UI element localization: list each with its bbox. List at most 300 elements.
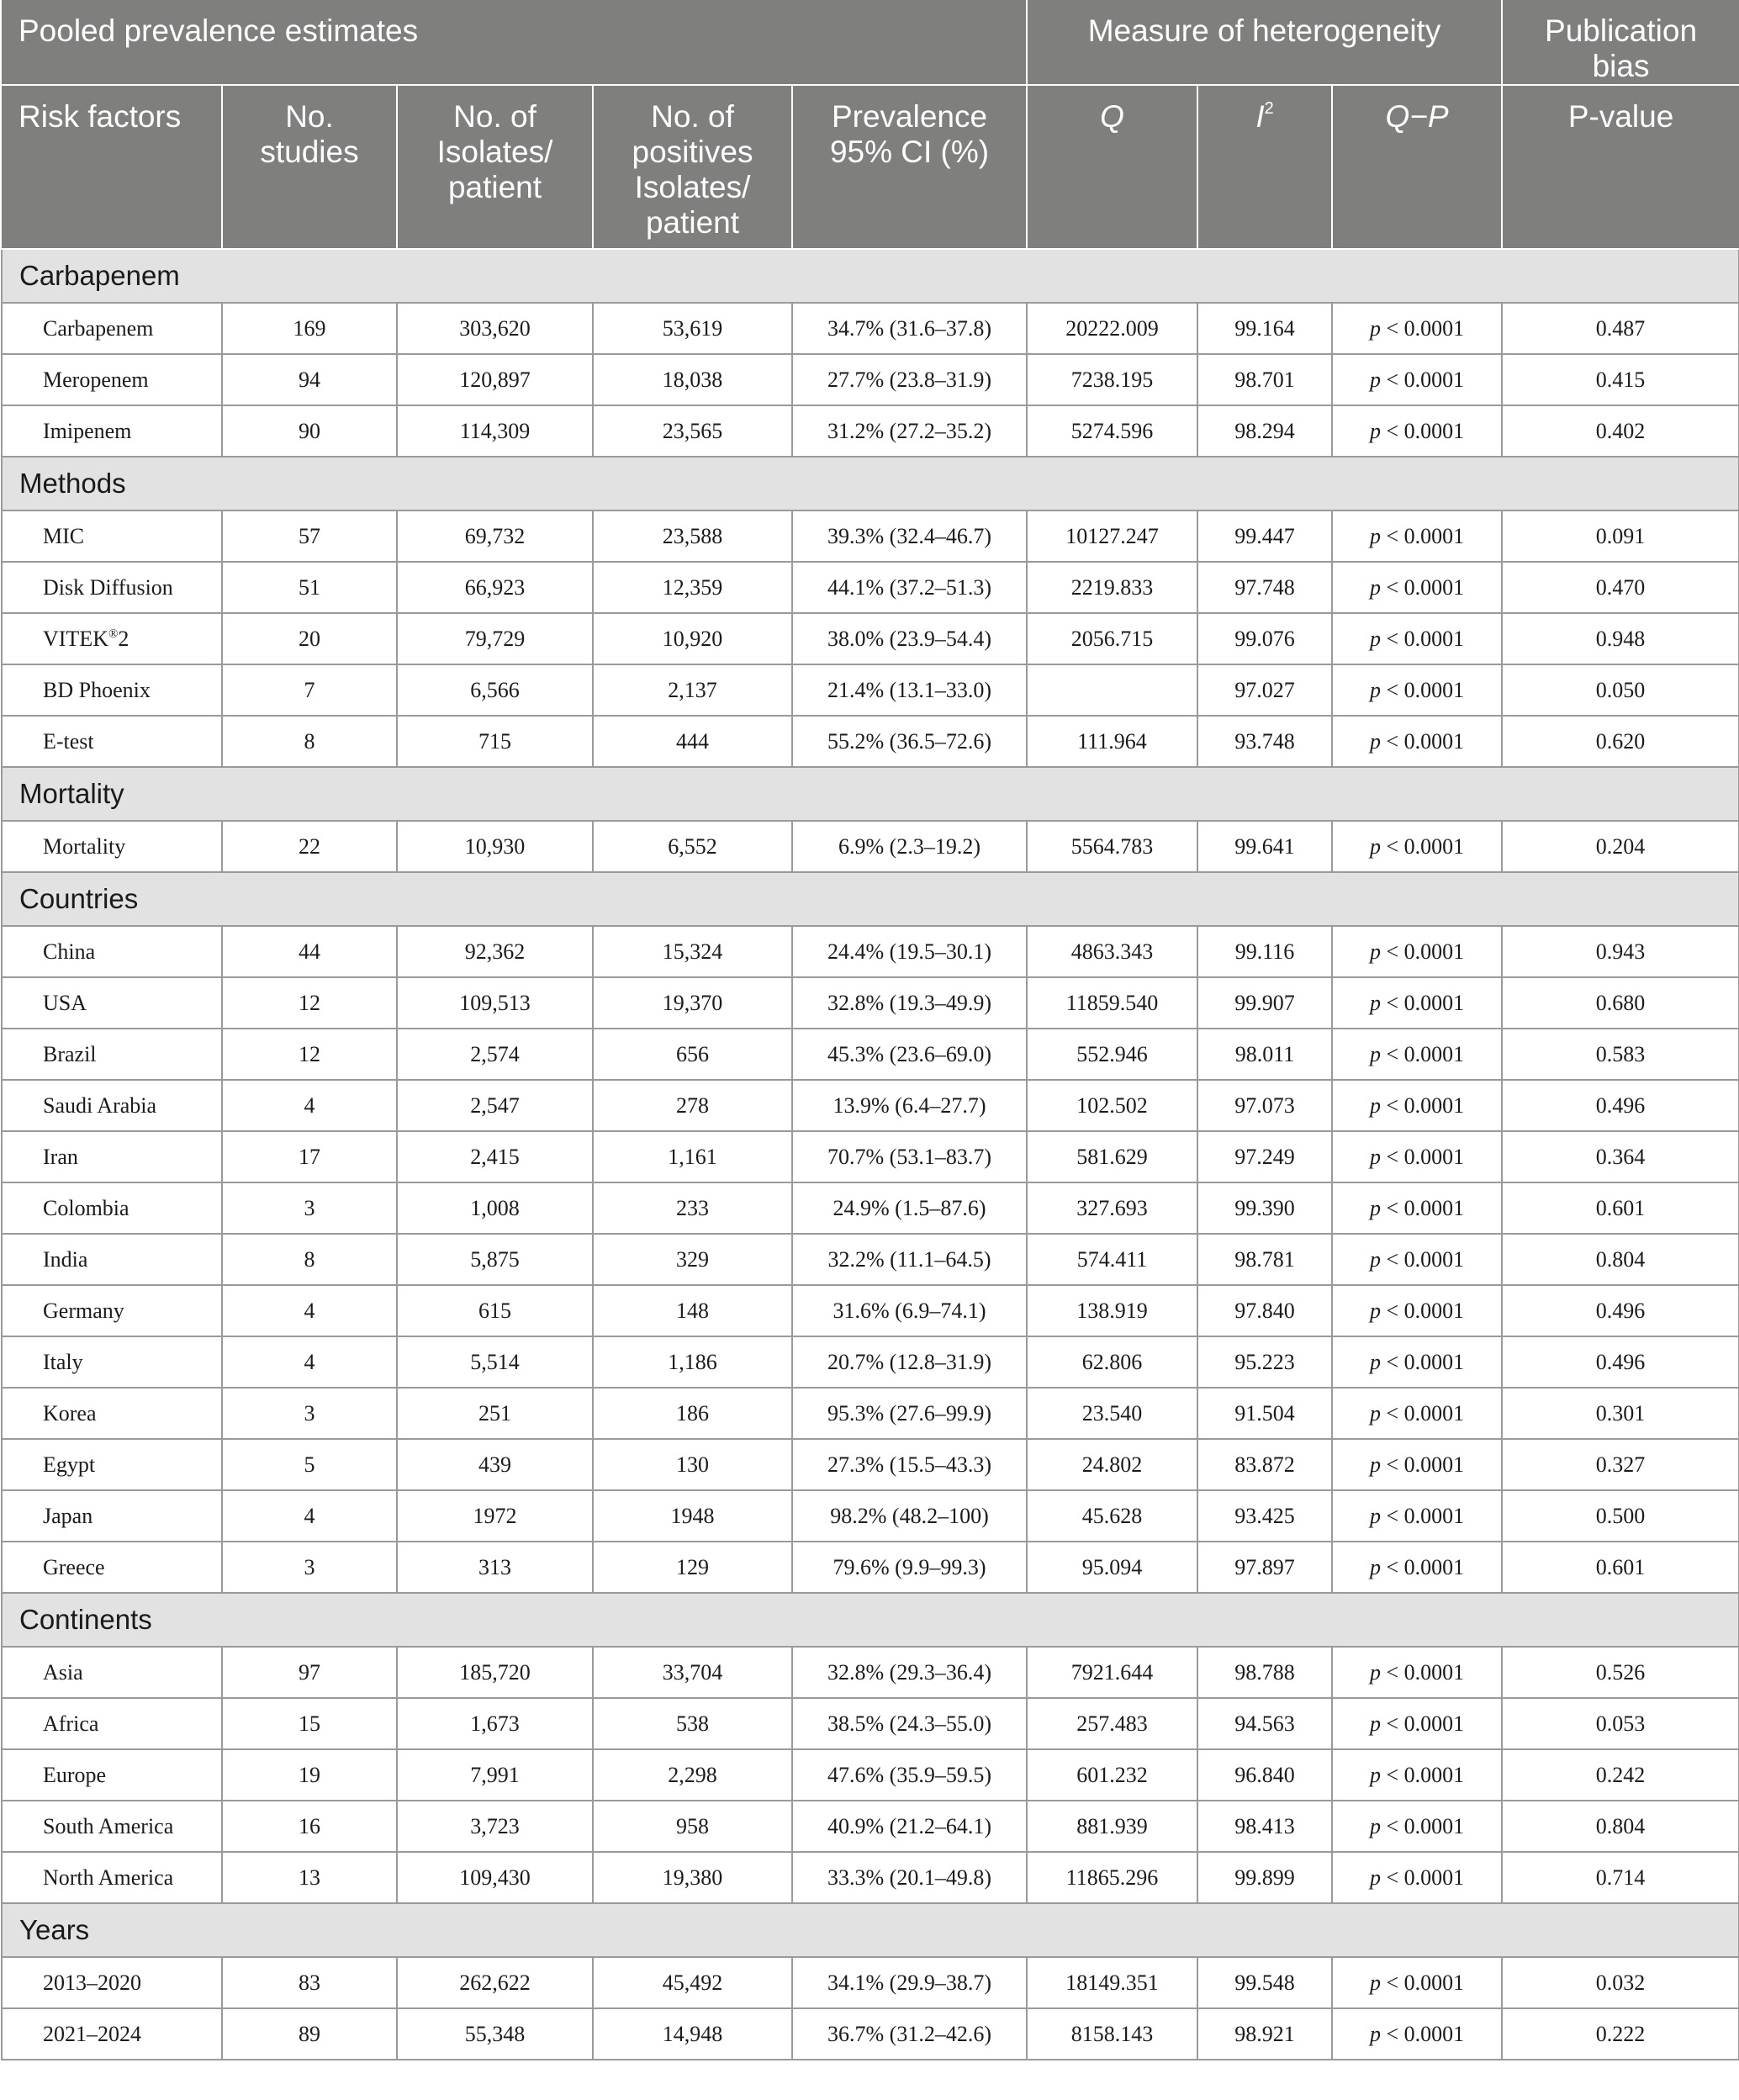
cell-q: 24.802 bbox=[1027, 1439, 1197, 1490]
cell-risk-factor bbox=[2, 1852, 222, 1903]
cell-prevalence: 20.7% (12.8–31.9) bbox=[792, 1336, 1027, 1388]
cell-no-positives: 2,298 bbox=[593, 1749, 792, 1801]
header-p-value: P-value bbox=[1502, 85, 1739, 249]
cell-i2: 99.907 bbox=[1197, 977, 1332, 1029]
cell-no-positives: 538 bbox=[593, 1698, 792, 1749]
cell-no-positives: 19,370 bbox=[593, 977, 792, 1029]
table-row bbox=[2, 1852, 1739, 1903]
cell-risk-factor bbox=[2, 1439, 222, 1490]
risk-factor-name: Egypt bbox=[43, 1452, 96, 1477]
header-no-positives: No. of positives Isolates/ patient bbox=[593, 85, 792, 249]
q-p-italic-p: p bbox=[1369, 367, 1381, 392]
table-row bbox=[2, 1336, 1739, 1388]
cell-risk-factor bbox=[2, 1388, 222, 1439]
risk-factor-name: VITEK bbox=[43, 626, 108, 651]
cell-i2: 95.223 bbox=[1197, 1336, 1332, 1388]
q-p-value: < 0.0001 bbox=[1380, 728, 1465, 754]
section-title: Years bbox=[2, 1903, 1739, 1957]
section-row bbox=[2, 767, 1739, 821]
cell-prevalence: 70.7% (53.1–83.7) bbox=[792, 1131, 1027, 1182]
section-title: Mortality bbox=[2, 767, 1739, 821]
cell-q-p bbox=[1332, 926, 1502, 977]
cell-p-value: 0.204 bbox=[1502, 821, 1739, 872]
cell-no-studies: 12 bbox=[222, 977, 397, 1029]
cell-q: 4863.343 bbox=[1027, 926, 1197, 977]
cell-prevalence: 13.9% (6.4–27.7) bbox=[792, 1080, 1027, 1131]
cell-no-positives: 1,186 bbox=[593, 1336, 792, 1388]
table-row bbox=[2, 1698, 1739, 1749]
risk-factor-name: USA bbox=[43, 990, 87, 1015]
q-p-value: < 0.0001 bbox=[1380, 1659, 1465, 1685]
risk-factor-name: Brazil bbox=[43, 1041, 97, 1066]
section-title: Continents bbox=[2, 1593, 1739, 1647]
cell-no-isolates: 439 bbox=[397, 1439, 593, 1490]
cell-no-studies: 16 bbox=[222, 1801, 397, 1852]
risk-factor-name: Imipenem bbox=[43, 418, 132, 443]
cell-risk-factor bbox=[2, 303, 222, 354]
q-p-value: < 0.0001 bbox=[1380, 1400, 1465, 1426]
table-row bbox=[2, 1542, 1739, 1593]
table-row bbox=[2, 977, 1739, 1029]
cell-no-isolates: 7,991 bbox=[397, 1749, 593, 1801]
q-p-italic-p: p bbox=[1369, 939, 1381, 964]
header-no-studies: No. studies bbox=[222, 85, 397, 249]
cell-no-isolates: 715 bbox=[397, 716, 593, 767]
cell-risk-factor bbox=[2, 1957, 222, 2008]
registered-mark: ® bbox=[108, 627, 119, 641]
cell-no-positives: 129 bbox=[593, 1542, 792, 1593]
risk-factor-name: Iran bbox=[43, 1144, 78, 1169]
cell-risk-factor bbox=[2, 926, 222, 977]
cell-q-p bbox=[1332, 977, 1502, 1029]
cell-q: 574.411 bbox=[1027, 1234, 1197, 1285]
cell-q-p bbox=[1332, 664, 1502, 716]
cell-no-studies: 19 bbox=[222, 1749, 397, 1801]
table-row bbox=[2, 1029, 1739, 1080]
table-row bbox=[2, 1801, 1739, 1852]
cell-no-positives: 329 bbox=[593, 1234, 792, 1285]
risk-factor-name: MIC bbox=[43, 523, 85, 548]
q-p-italic-p: p bbox=[1369, 1452, 1381, 1477]
cell-q-p bbox=[1332, 1029, 1502, 1080]
cell-no-studies: 51 bbox=[222, 562, 397, 613]
cell-no-isolates: 69,732 bbox=[397, 510, 593, 562]
q-p-italic-p: p bbox=[1369, 315, 1381, 341]
cell-no-positives: 1948 bbox=[593, 1490, 792, 1542]
cell-q: 8158.143 bbox=[1027, 2008, 1197, 2060]
cell-risk-factor bbox=[2, 1080, 222, 1131]
q-p-italic-p: p bbox=[1369, 574, 1381, 600]
cell-p-value: 0.601 bbox=[1502, 1182, 1739, 1234]
cell-no-studies: 169 bbox=[222, 303, 397, 354]
cell-no-positives: 130 bbox=[593, 1439, 792, 1490]
header-no-isolates: No. of Isolates/ patient bbox=[397, 85, 593, 249]
q-p-italic-p: p bbox=[1369, 1144, 1381, 1169]
cell-p-value: 0.327 bbox=[1502, 1439, 1739, 1490]
risk-factor-name: Germany bbox=[43, 1298, 124, 1323]
cell-q: 327.693 bbox=[1027, 1182, 1197, 1234]
cell-q: 95.094 bbox=[1027, 1542, 1197, 1593]
cell-q-p bbox=[1332, 1801, 1502, 1852]
cell-prevalence: 47.6% (35.9–59.5) bbox=[792, 1749, 1027, 1801]
table-row bbox=[2, 2008, 1739, 2060]
table-row bbox=[2, 562, 1739, 613]
cell-prevalence: 31.2% (27.2–35.2) bbox=[792, 405, 1027, 457]
cell-no-positives: 14,948 bbox=[593, 2008, 792, 2060]
cell-q-p bbox=[1332, 1336, 1502, 1388]
cell-q-p bbox=[1332, 1698, 1502, 1749]
section-row bbox=[2, 872, 1739, 926]
cell-q: 11865.296 bbox=[1027, 1852, 1197, 1903]
cell-risk-factor bbox=[2, 405, 222, 457]
cell-no-studies: 3 bbox=[222, 1388, 397, 1439]
table-row bbox=[2, 1285, 1739, 1336]
cell-q: 7238.195 bbox=[1027, 354, 1197, 405]
table-row bbox=[2, 664, 1739, 716]
cell-p-value: 0.943 bbox=[1502, 926, 1739, 977]
cell-risk-factor bbox=[2, 1234, 222, 1285]
cell-no-positives: 2,137 bbox=[593, 664, 792, 716]
cell-no-positives: 12,359 bbox=[593, 562, 792, 613]
cell-no-isolates: 10,930 bbox=[397, 821, 593, 872]
cell-no-positives: 1,161 bbox=[593, 1131, 792, 1182]
cell-prevalence: 36.7% (31.2–42.6) bbox=[792, 2008, 1027, 2060]
table-row bbox=[2, 1749, 1739, 1801]
risk-factor-name: Asia bbox=[43, 1659, 83, 1685]
cell-no-isolates: 251 bbox=[397, 1388, 593, 1439]
cell-q: 581.629 bbox=[1027, 1131, 1197, 1182]
cell-q: 45.628 bbox=[1027, 1490, 1197, 1542]
cell-prevalence: 44.1% (37.2–51.3) bbox=[792, 562, 1027, 613]
cell-i2: 97.249 bbox=[1197, 1131, 1332, 1182]
cell-no-positives: 233 bbox=[593, 1182, 792, 1234]
cell-p-value: 0.680 bbox=[1502, 977, 1739, 1029]
q-p-value: < 0.0001 bbox=[1380, 1503, 1465, 1528]
q-p-italic-p: p bbox=[1369, 833, 1381, 859]
cell-prevalence: 39.3% (32.4–46.7) bbox=[792, 510, 1027, 562]
cell-prevalence: 34.7% (31.6–37.8) bbox=[792, 303, 1027, 354]
cell-no-positives: 18,038 bbox=[593, 354, 792, 405]
q-p-italic-p: p bbox=[1369, 1970, 1381, 1995]
q-p-value: < 0.0001 bbox=[1380, 626, 1465, 651]
cell-no-studies: 4 bbox=[222, 1080, 397, 1131]
risk-factor-name: Colombia bbox=[43, 1195, 130, 1220]
cell-no-isolates: 2,415 bbox=[397, 1131, 593, 1182]
cell-no-isolates: 303,620 bbox=[397, 303, 593, 354]
risk-factor-name: Mortality bbox=[43, 833, 126, 859]
cell-i2: 99.116 bbox=[1197, 926, 1332, 977]
cell-i2: 98.701 bbox=[1197, 354, 1332, 405]
cell-no-isolates: 109,430 bbox=[397, 1852, 593, 1903]
q-p-italic-p: p bbox=[1369, 1400, 1381, 1426]
q-p-value: < 0.0001 bbox=[1380, 1092, 1465, 1118]
cell-risk-factor bbox=[2, 613, 222, 664]
q-p-italic-p: p bbox=[1369, 1711, 1381, 1736]
section-title: Carbapenem bbox=[2, 249, 1739, 303]
q-p-value: < 0.0001 bbox=[1380, 1298, 1465, 1323]
cell-risk-factor bbox=[2, 562, 222, 613]
cell-no-studies: 94 bbox=[222, 354, 397, 405]
cell-no-isolates: 92,362 bbox=[397, 926, 593, 977]
cell-p-value: 0.487 bbox=[1502, 303, 1739, 354]
cell-q: 62.806 bbox=[1027, 1336, 1197, 1388]
cell-no-isolates: 185,720 bbox=[397, 1647, 593, 1698]
cell-prevalence: 6.9% (2.3–19.2) bbox=[792, 821, 1027, 872]
cell-no-positives: 444 bbox=[593, 716, 792, 767]
q-p-italic-p: p bbox=[1369, 1503, 1381, 1528]
q-p-italic-p: p bbox=[1369, 523, 1381, 548]
risk-factor-name: Disk Diffusion bbox=[43, 574, 173, 600]
cell-prevalence: 32.8% (19.3–49.9) bbox=[792, 977, 1027, 1029]
cell-prevalence: 45.3% (23.6–69.0) bbox=[792, 1029, 1027, 1080]
cell-risk-factor bbox=[2, 1749, 222, 1801]
cell-prevalence: 27.3% (15.5–43.3) bbox=[792, 1439, 1027, 1490]
cell-q: 18149.351 bbox=[1027, 1957, 1197, 2008]
cell-q-p bbox=[1332, 510, 1502, 562]
cell-no-studies: 12 bbox=[222, 1029, 397, 1080]
table-row bbox=[2, 1182, 1739, 1234]
cell-no-studies: 3 bbox=[222, 1542, 397, 1593]
cell-risk-factor bbox=[2, 1029, 222, 1080]
cell-i2: 98.781 bbox=[1197, 1234, 1332, 1285]
cell-no-studies: 7 bbox=[222, 664, 397, 716]
cell-no-isolates: 5,514 bbox=[397, 1336, 593, 1388]
table-row bbox=[2, 510, 1739, 562]
cell-no-studies: 83 bbox=[222, 1957, 397, 2008]
cell-no-studies: 8 bbox=[222, 716, 397, 767]
q-p-value: < 0.0001 bbox=[1380, 367, 1465, 392]
cell-q: 601.232 bbox=[1027, 1749, 1197, 1801]
cell-no-studies: 8 bbox=[222, 1234, 397, 1285]
q-p-italic-p: p bbox=[1369, 1092, 1381, 1118]
cell-q-p bbox=[1332, 354, 1502, 405]
cell-q-p bbox=[1332, 1285, 1502, 1336]
cell-q-p bbox=[1332, 1542, 1502, 1593]
cell-p-value: 0.948 bbox=[1502, 613, 1739, 664]
q-p-italic-p: p bbox=[1369, 1041, 1381, 1066]
header-prevalence: Prevalence 95% CI (%) bbox=[792, 85, 1027, 249]
risk-factor-name: Europe bbox=[43, 1762, 107, 1787]
cell-risk-factor bbox=[2, 1131, 222, 1182]
section-row bbox=[2, 249, 1739, 303]
header-pooled-estimates: Pooled prevalence estimates bbox=[2, 0, 1027, 85]
header-risk-factors: Risk factors bbox=[2, 85, 222, 249]
section-row bbox=[2, 1593, 1739, 1647]
cell-q-p bbox=[1332, 613, 1502, 664]
cell-no-studies: 4 bbox=[222, 1285, 397, 1336]
cell-p-value: 0.526 bbox=[1502, 1647, 1739, 1698]
cell-p-value: 0.804 bbox=[1502, 1801, 1739, 1852]
cell-prevalence: 24.9% (1.5–87.6) bbox=[792, 1182, 1027, 1234]
cell-risk-factor bbox=[2, 1285, 222, 1336]
cell-no-positives: 148 bbox=[593, 1285, 792, 1336]
cell-q: 881.939 bbox=[1027, 1801, 1197, 1852]
cell-no-isolates: 262,622 bbox=[397, 1957, 593, 2008]
table-row bbox=[2, 1234, 1739, 1285]
cell-p-value: 0.601 bbox=[1502, 1542, 1739, 1593]
cell-p-value: 0.364 bbox=[1502, 1131, 1739, 1182]
header-q: Q bbox=[1027, 85, 1197, 249]
cell-no-studies: 13 bbox=[222, 1852, 397, 1903]
q-p-italic-p: p bbox=[1369, 2021, 1381, 2046]
cell-no-studies: 89 bbox=[222, 2008, 397, 2060]
q-p-value: < 0.0001 bbox=[1380, 1711, 1465, 1736]
cell-no-positives: 278 bbox=[593, 1080, 792, 1131]
header-heterogeneity: Measure of heterogeneity bbox=[1027, 0, 1502, 85]
q-p-value: < 0.0001 bbox=[1380, 523, 1465, 548]
cell-i2: 98.413 bbox=[1197, 1801, 1332, 1852]
cell-q-p bbox=[1332, 1388, 1502, 1439]
q-p-italic-p: p bbox=[1369, 1554, 1381, 1579]
cell-i2: 97.027 bbox=[1197, 664, 1332, 716]
cell-risk-factor bbox=[2, 510, 222, 562]
cell-q: 5274.596 bbox=[1027, 405, 1197, 457]
cell-risk-factor bbox=[2, 2008, 222, 2060]
cell-no-isolates: 615 bbox=[397, 1285, 593, 1336]
q-p-italic-p: p bbox=[1369, 990, 1381, 1015]
cell-q: 102.502 bbox=[1027, 1080, 1197, 1131]
q-p-value: < 0.0001 bbox=[1380, 574, 1465, 600]
cell-q-p bbox=[1332, 716, 1502, 767]
cell-i2: 99.641 bbox=[1197, 821, 1332, 872]
cell-q bbox=[1027, 664, 1197, 716]
cell-risk-factor bbox=[2, 1182, 222, 1234]
cell-no-positives: 33,704 bbox=[593, 1647, 792, 1698]
cell-i2: 99.899 bbox=[1197, 1852, 1332, 1903]
cell-q-p bbox=[1332, 1647, 1502, 1698]
cell-no-positives: 10,920 bbox=[593, 613, 792, 664]
cell-p-value: 0.091 bbox=[1502, 510, 1739, 562]
header-i2-base: I bbox=[1255, 99, 1265, 134]
table-row bbox=[2, 926, 1739, 977]
cell-i2: 98.921 bbox=[1197, 2008, 1332, 2060]
cell-q-p bbox=[1332, 2008, 1502, 2060]
risk-factor-name: China bbox=[43, 939, 96, 964]
cell-p-value: 0.053 bbox=[1502, 1698, 1739, 1749]
cell-p-value: 0.496 bbox=[1502, 1336, 1739, 1388]
cell-q-p bbox=[1332, 1439, 1502, 1490]
cell-no-positives: 19,380 bbox=[593, 1852, 792, 1903]
cell-i2: 99.164 bbox=[1197, 303, 1332, 354]
cell-no-isolates: 55,348 bbox=[397, 2008, 593, 2060]
cell-risk-factor bbox=[2, 716, 222, 767]
cell-risk-factor bbox=[2, 1336, 222, 1388]
cell-no-isolates: 6,566 bbox=[397, 664, 593, 716]
risk-factor-name: North America bbox=[43, 1865, 174, 1890]
table-row bbox=[2, 613, 1739, 664]
cell-p-value: 0.500 bbox=[1502, 1490, 1739, 1542]
cell-i2: 99.447 bbox=[1197, 510, 1332, 562]
cell-prevalence: 34.1% (29.9–38.7) bbox=[792, 1957, 1027, 2008]
cell-i2: 99.076 bbox=[1197, 613, 1332, 664]
cell-i2: 99.390 bbox=[1197, 1182, 1332, 1234]
header-i2-sup: 2 bbox=[1264, 99, 1274, 118]
cell-risk-factor bbox=[2, 1801, 222, 1852]
q-p-italic-p: p bbox=[1369, 1349, 1381, 1374]
cell-p-value: 0.714 bbox=[1502, 1852, 1739, 1903]
q-p-value: < 0.0001 bbox=[1380, 1554, 1465, 1579]
cell-no-studies: 4 bbox=[222, 1490, 397, 1542]
cell-prevalence: 32.8% (29.3–36.4) bbox=[792, 1647, 1027, 1698]
cell-no-positives: 23,565 bbox=[593, 405, 792, 457]
cell-q-p bbox=[1332, 1957, 1502, 2008]
q-p-italic-p: p bbox=[1369, 1813, 1381, 1838]
table-row bbox=[2, 1490, 1739, 1542]
cell-prevalence: 27.7% (23.8–31.9) bbox=[792, 354, 1027, 405]
cell-no-positives: 958 bbox=[593, 1801, 792, 1852]
cell-q-p bbox=[1332, 1080, 1502, 1131]
q-p-value: < 0.0001 bbox=[1380, 1813, 1465, 1838]
q-p-value: < 0.0001 bbox=[1380, 1970, 1465, 1995]
table-row bbox=[2, 1957, 1739, 2008]
risk-factor-name: 2013–2020 bbox=[43, 1970, 141, 1995]
cell-p-value: 0.402 bbox=[1502, 405, 1739, 457]
cell-prevalence: 40.9% (21.2–64.1) bbox=[792, 1801, 1027, 1852]
q-p-value: < 0.0001 bbox=[1380, 677, 1465, 702]
table-body bbox=[2, 249, 1739, 2060]
cell-no-positives: 23,588 bbox=[593, 510, 792, 562]
cell-prevalence: 21.4% (13.1–33.0) bbox=[792, 664, 1027, 716]
q-p-italic-p: p bbox=[1369, 728, 1381, 754]
q-p-value: < 0.0001 bbox=[1380, 1452, 1465, 1477]
cell-q: 10127.247 bbox=[1027, 510, 1197, 562]
risk-factor-name: Japan bbox=[43, 1503, 93, 1528]
table-row bbox=[2, 716, 1739, 767]
cell-q: 138.919 bbox=[1027, 1285, 1197, 1336]
cell-i2: 91.504 bbox=[1197, 1388, 1332, 1439]
cell-q-p bbox=[1332, 303, 1502, 354]
risk-factor-name: Italy bbox=[43, 1349, 83, 1374]
cell-i2: 98.788 bbox=[1197, 1647, 1332, 1698]
cell-risk-factor bbox=[2, 1542, 222, 1593]
cell-q: 23.540 bbox=[1027, 1388, 1197, 1439]
cell-p-value: 0.496 bbox=[1502, 1285, 1739, 1336]
cell-no-isolates: 109,513 bbox=[397, 977, 593, 1029]
table-row bbox=[2, 1080, 1739, 1131]
cell-no-isolates: 1,673 bbox=[397, 1698, 593, 1749]
risk-factor-name: E-test bbox=[43, 728, 94, 754]
header-q-p: Q−P bbox=[1332, 85, 1502, 249]
cell-prevalence: 79.6% (9.9–99.3) bbox=[792, 1542, 1027, 1593]
cell-q-p bbox=[1332, 821, 1502, 872]
cell-no-studies: 57 bbox=[222, 510, 397, 562]
cell-q: 20222.009 bbox=[1027, 303, 1197, 354]
table-row bbox=[2, 1131, 1739, 1182]
cell-no-isolates: 120,897 bbox=[397, 354, 593, 405]
cell-p-value: 0.242 bbox=[1502, 1749, 1739, 1801]
cell-risk-factor bbox=[2, 977, 222, 1029]
cell-no-studies: 15 bbox=[222, 1698, 397, 1749]
cell-i2: 98.011 bbox=[1197, 1029, 1332, 1080]
cell-q-p bbox=[1332, 405, 1502, 457]
cell-i2: 97.073 bbox=[1197, 1080, 1332, 1131]
cell-p-value: 0.222 bbox=[1502, 2008, 1739, 2060]
cell-no-isolates: 313 bbox=[397, 1542, 593, 1593]
table-header bbox=[2, 0, 1739, 249]
cell-i2: 93.748 bbox=[1197, 716, 1332, 767]
cell-i2: 96.840 bbox=[1197, 1749, 1332, 1801]
q-p-italic-p: p bbox=[1369, 1659, 1381, 1685]
q-p-value: < 0.0001 bbox=[1380, 1041, 1465, 1066]
cell-q: 552.946 bbox=[1027, 1029, 1197, 1080]
section-row bbox=[2, 1903, 1739, 1957]
q-p-value: < 0.0001 bbox=[1380, 418, 1465, 443]
cell-no-studies: 20 bbox=[222, 613, 397, 664]
cell-no-isolates: 66,923 bbox=[397, 562, 593, 613]
q-p-value: < 0.0001 bbox=[1380, 2021, 1465, 2046]
cell-no-positives: 6,552 bbox=[593, 821, 792, 872]
q-p-italic-p: p bbox=[1369, 626, 1381, 651]
